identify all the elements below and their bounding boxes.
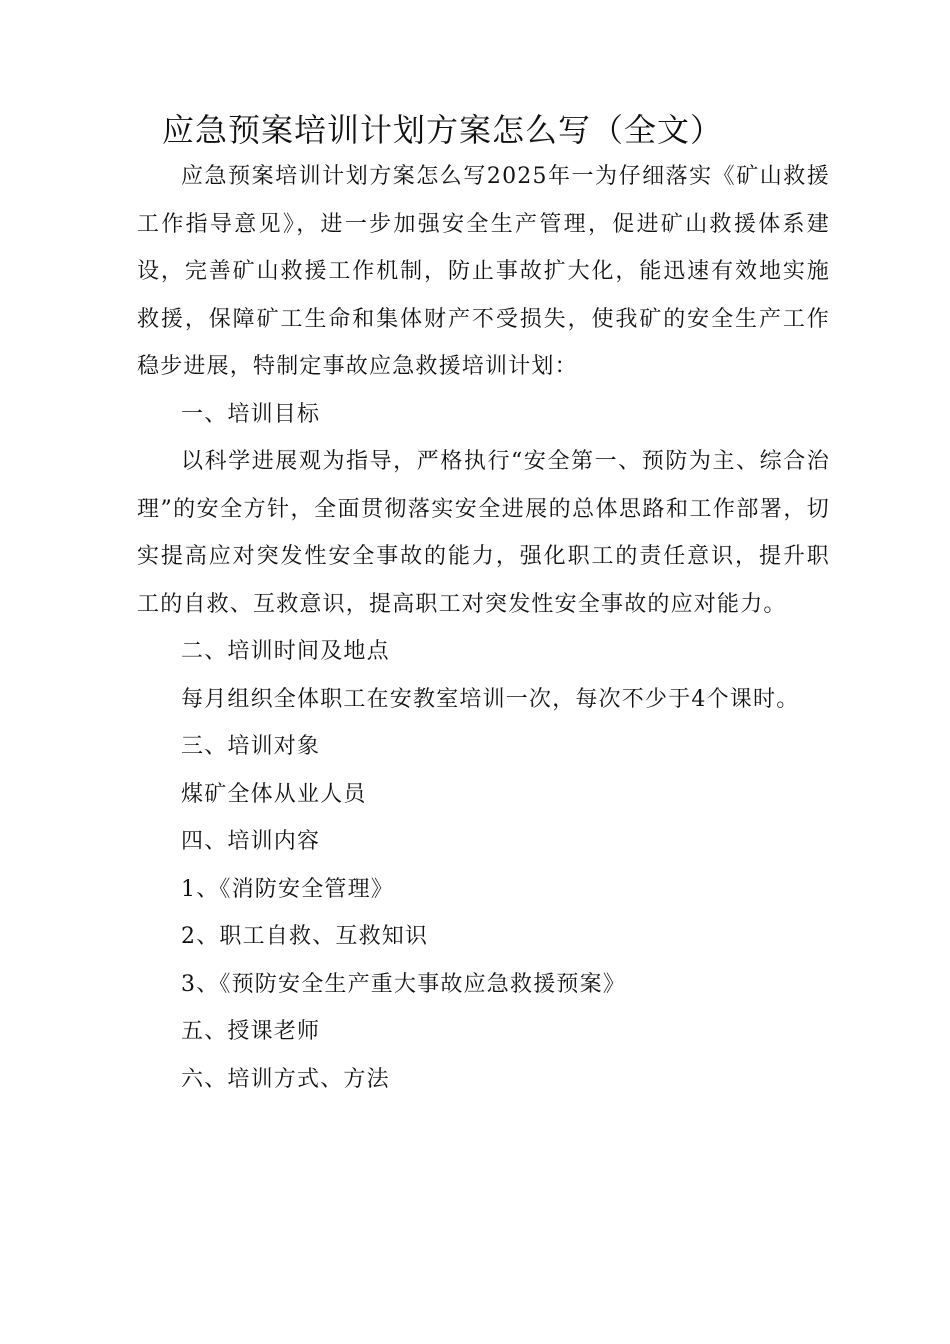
- section-heading-goals: 一、培训目标: [181, 401, 321, 427]
- section-heading-instructor: 五、授课老师: [181, 1019, 321, 1044]
- section-heading-methods: 六、培训方式、方法: [181, 1066, 390, 1092]
- section-heading-audience: 三、培训对象: [181, 734, 321, 759]
- goals-paragraph: 以科学进展观为指导，严格执行“安全第一、预防为主、综合治理”的安全方针，全面贯彻落实安全进展的总体思路和工作部署，切实提高应对突发性安全事故的能力，强化职工的责任意识，提升职工的自救、互救意识，提高职工对突发性安全事故的应对能力。: [137, 449, 830, 617]
- audience-paragraph: 煤矿全体从业人员: [181, 781, 367, 807]
- section-heading-content: 四、培训内容: [181, 829, 321, 854]
- document-title: 应急预案培训计划方案怎么写（全文）: [162, 111, 724, 149]
- content-item-3: 3、《预防安全生产重大事故应急救援预案》: [181, 971, 626, 997]
- content-item-2: 2、职工自救、互救知识: [181, 924, 429, 949]
- content-item-1: 1、《消防安全管理》: [181, 876, 394, 902]
- intro-paragraph: 应急预案培训计划方案怎么写2025年一为仔细落实《矿山救援工作指导意见》，进一步加强安全生产管理，促进矿山救援体系建设，完善矿山救援工作机制，防止事故扩大化，能迅速有效地实施救援，保障矿工生命和集体财产不受损失，使我矿的安全生产工作稳步进展，特制定事故应急救援培训计划：: [137, 164, 830, 379]
- section-heading-time-place: 二、培训时间及地点: [181, 639, 390, 664]
- document-body: [137, 153, 830, 1103]
- time-place-paragraph: 每月组织全体职工在安教室培训一次，每次不少于4个课时。: [181, 686, 800, 712]
